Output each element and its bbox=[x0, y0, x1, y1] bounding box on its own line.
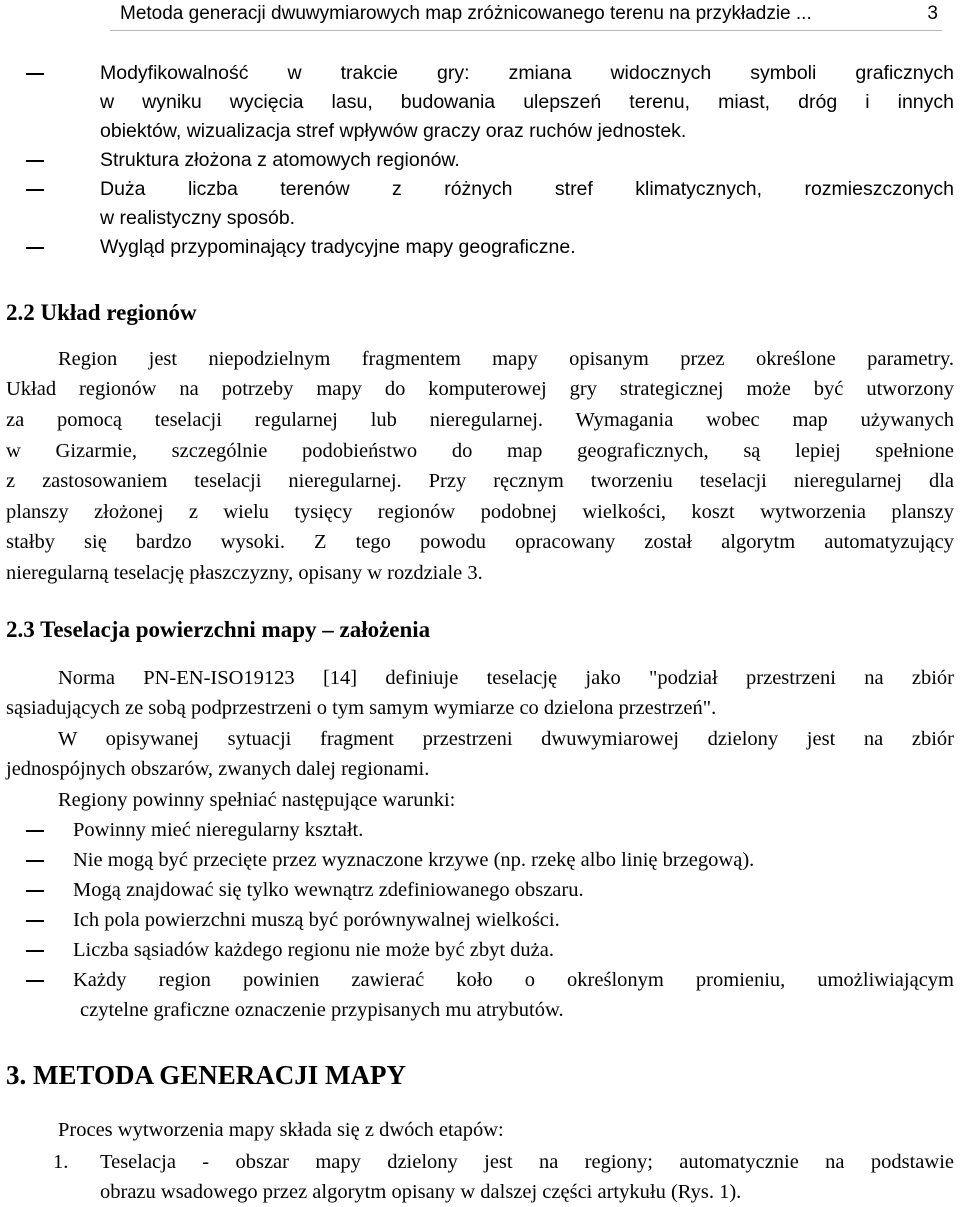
step-number: 1. bbox=[53, 1151, 69, 1173]
paragraph-line: w Gizarmie, szczególnie podobieństwo do map geograficznych, są lepiej spełnione bbox=[6, 440, 954, 462]
paragraph-line: Region jest niepodzielnym fragmentem mapy opisanym przez określone parametry. bbox=[58, 348, 954, 370]
paragraph-line: Norma PN-EN-ISO19123 [14] definiuje teselację jako "podział przestrzeni na zbiór bbox=[58, 667, 954, 689]
dash-marker bbox=[26, 860, 44, 862]
page-number: 3 bbox=[927, 3, 938, 24]
section-heading-2-3: 2.3 Teselacja powierzchni mapy – założenia bbox=[6, 617, 431, 642]
condition-item: Mogą znajdować się tylko wewnątrz zdefiniowanego obszaru. bbox=[73, 879, 584, 901]
condition-item: Nie mogą być przecięte przez wyznaczone krzywe (np. rzekę albo linię brzegową). bbox=[73, 849, 755, 871]
paragraph-line: Regiony powinny spełniać następujące warunki: bbox=[58, 789, 456, 811]
dash-marker bbox=[26, 830, 44, 832]
running-title: Metoda generacji dwuwymiarowych map zróżnicowanego terenu na przykładzie ... bbox=[120, 3, 812, 24]
paragraph-line: Proces wytworzenia mapy składa się z dwóch etapów: bbox=[58, 1119, 504, 1141]
condition-item: Powinny mieć nieregularny kształt. bbox=[73, 819, 364, 841]
dash-marker bbox=[26, 950, 44, 952]
step-line: Teselacja - obszar mapy dzielony jest na regiony; automatycznie na podstawie bbox=[100, 1151, 954, 1173]
dash-marker bbox=[26, 890, 44, 892]
dash-marker bbox=[26, 247, 44, 249]
paragraph-line: sąsiadujących ze sobą podprzestrzeni o tym samym wymiarze co dzielona przestrzeń". bbox=[6, 697, 717, 719]
dash-marker bbox=[26, 980, 44, 982]
paragraph-line: jednospójnych obszarów, zwanych dalej regionami. bbox=[6, 758, 430, 780]
condition-item: czytelne graficzne oznaczenie przypisanych mu atrybutów. bbox=[80, 999, 564, 1021]
paragraph-line: planszy złożonej z wielu tysięcy regionów podobnej wielkości, koszt wytworzenia planszy bbox=[6, 501, 954, 523]
condition-item: Ich pola powierzchni muszą być porównywalnej wielkości. bbox=[73, 909, 560, 931]
section-heading-3: 3. METODA GENERACJI MAPY bbox=[6, 1060, 407, 1090]
paragraph-line: stałby się bardzo wysoki. Z tego powodu opracowany został algorytm automatyzujący bbox=[6, 531, 954, 553]
list-item-line: Duża liczba terenów z różnych stref klimatycznych, rozmieszczonych bbox=[100, 178, 954, 200]
paragraph-line: za pomocą teselacji regularnej lub nieregularnej. Wymagania wobec map używanych bbox=[6, 409, 954, 431]
list-item-line: Wygląd przypominający tradycyjne mapy geograficzne. bbox=[100, 236, 576, 258]
paragraph-line: Układ regionów na potrzeby mapy do komputerowej gry strategicznej może być utworzony bbox=[6, 378, 954, 400]
dash-marker bbox=[26, 160, 44, 162]
dash-marker bbox=[26, 920, 44, 922]
list-item-line: Modyfikowalność w trakcie gry: zmiana widocznych symboli graficznych bbox=[100, 62, 954, 84]
page-header bbox=[110, 2, 942, 31]
list-item-line: obiektów, wizualizacja stref wpływów graczy oraz ruchów jednostek. bbox=[100, 120, 687, 142]
condition-item: Liczba sąsiadów każdego regionu nie może być zbyt duża. bbox=[73, 939, 554, 961]
paragraph-line: z zastosowaniem teselacji nieregularnej. Przy ręcznym tworzeniu teselacji nieregularnej dla bbox=[6, 470, 954, 492]
dash-marker bbox=[26, 189, 44, 191]
list-item-line: Struktura złożona z atomowych regionów. bbox=[100, 149, 460, 171]
dash-marker bbox=[26, 73, 44, 75]
step-line: obrazu wsadowego przez algorytm opisany w dalszej części artykułu (Rys. 1). bbox=[100, 1181, 742, 1203]
section-heading-2-2: 2.2 Układ regionów bbox=[6, 300, 197, 325]
list-item-line: w wyniku wycięcia lasu, budowania ulepszeń terenu, miast, dróg i innych bbox=[100, 91, 954, 113]
condition-item: Każdy region powinien zawierać koło o określonym promieniu, umożliwiającym bbox=[73, 969, 954, 991]
list-item-line: w realistyczny sposób. bbox=[100, 207, 296, 229]
paragraph-line: W opisywanej sytuacji fragment przestrzeni dwuwymiarowej dzielony jest na zbiór bbox=[58, 728, 954, 750]
paragraph-line: nieregularną teselację płaszczyzny, opisany w rozdziale 3. bbox=[6, 562, 483, 584]
